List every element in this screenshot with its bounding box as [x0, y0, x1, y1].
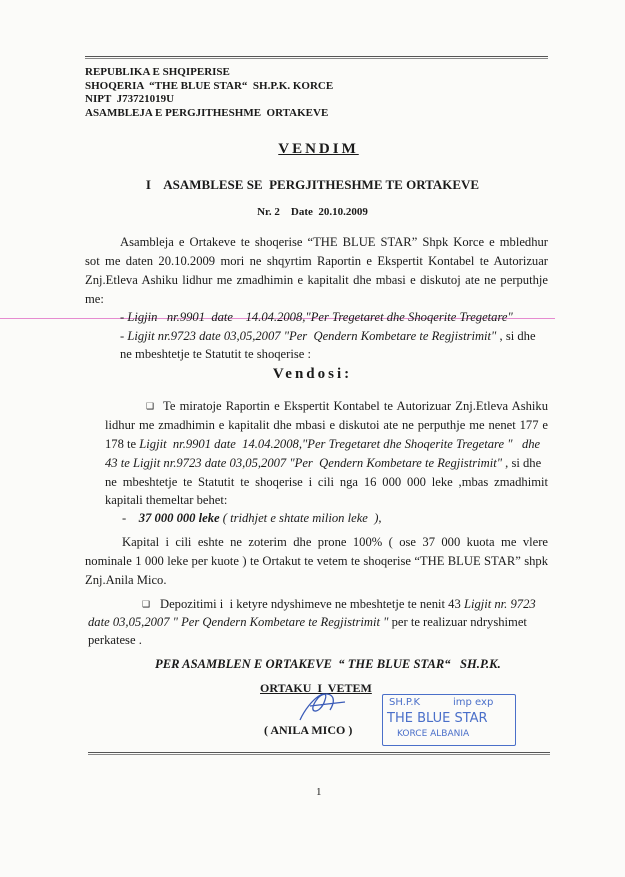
- para3-line: Kapital i cili eshte ne zoterim dhe prone 100% ( ose 37 000 kuota me vlere: [122, 535, 548, 549]
- document-subtitle: I ASAMBLESE SE PERGJITHESHME TE ORTAKEVE: [145, 177, 480, 192]
- para4-text: per te realizuar ndryshimet: [391, 615, 527, 629]
- para3-line: Znj.Anila Mico.: [85, 573, 167, 587]
- law-text: - Ligjit nr.9723 date 03,05,2007 "Per Qendern Kombetare te Regjistrimit": [120, 329, 497, 343]
- para2-law: Ligjit nr.9901 date 14.04.2008,"Per Tregetaret dhe Shoqerite Tregetare " dhe: [139, 437, 541, 451]
- para4-law: Ligjit nr. 9723: [463, 597, 536, 611]
- para4-line: perkatese .: [88, 633, 142, 647]
- header-assembly: ASAMBLEJA E PERGJITHESHME ORTAKEVE: [85, 107, 329, 119]
- para4-text: Depozitimi i i ketyre ndyshimeve ne mbeshtetje te nenit 43: [160, 597, 461, 611]
- para3-line: nominale 1 000 leke per kuote ) te Ortakut te vetem te shoqerise “THE BLUE STAR” shpk: [85, 554, 548, 568]
- para2-line: ne mbeshtetje te Statutit te shoqerise i cili nga 16 000 000 leke ,mbas zmadhimit: [105, 475, 548, 489]
- header-company: SHOQERIA “THE BLUE STAR“ SH.P.K. KORCE: [85, 80, 334, 92]
- para2-line-4: [105, 456, 541, 471]
- capital-line: [122, 511, 382, 526]
- header-nipt: NIPT J73721019U: [85, 93, 175, 105]
- capital-dash: -: [122, 511, 127, 525]
- para2-line: kapitali themeltar behet:: [105, 493, 228, 507]
- law-line: ne mbeshtetje te Statutit te shoqerise :: [120, 347, 311, 361]
- para4-line-1: [160, 597, 536, 612]
- capital-amount: 37 000 000 leke: [138, 511, 220, 525]
- signer-name: ( ANILA MICO ): [264, 723, 353, 737]
- stamp-text: THE BLUE STAR: [387, 711, 488, 726]
- para4-line-2: [88, 615, 527, 630]
- stamp-text: KORCE ALBANIA: [397, 729, 470, 739]
- signature: [290, 684, 350, 722]
- para2-line-3: [105, 437, 540, 452]
- para2-law: 43 te Ligjit nr.9723 date 03,05,2007 "Per Qendern Kombetare te Regjistrimit": [105, 456, 502, 470]
- top-double-rule: [85, 56, 548, 59]
- header-republic: REPUBLIKA E SHQIPERISE: [85, 66, 230, 78]
- law-line-2: [120, 329, 536, 344]
- para1-line: me:: [85, 292, 104, 306]
- stamp-text: imp exp: [453, 697, 494, 708]
- document-title: VENDIM: [278, 141, 359, 157]
- para2-text: , si dhe: [505, 456, 542, 470]
- stamp-text: SH.P.K: [389, 697, 421, 708]
- company-stamp: [382, 694, 516, 746]
- para1-line: sot me daten 20.10.2009 mori ne shqyrtim Raportin e Ekspertit Kontabel te Autorizuar: [85, 254, 548, 268]
- para2-line: lidhur me zmadhimin e kapitalit dhe mbasi e diskutoi ate ne perputhje me nenet 177 e: [105, 418, 548, 432]
- signoff: PER ASAMBLEN E ORTAKEVE “ THE BLUE STAR“ SH.P.K.: [155, 657, 501, 671]
- bottom-double-rule: [88, 752, 550, 755]
- para1-line: Znj.Etleva Ashiku lidhur me zmadhimin e kapitalit dhe mbasi e diskutoj ate ne perputhje: [85, 273, 548, 287]
- page-number: 1: [316, 786, 322, 798]
- law-line: - Ligjin nr.9901 date 14.04.2008,"Per Tregetaret dhe Shoqerite Tregetare": [120, 310, 513, 324]
- para2-text: 178 te: [105, 437, 137, 451]
- signer-title: ORTAKU I VETEM: [260, 681, 372, 695]
- para2-line: Te miratoje Raportin e Ekspertit Kontabel te Autorizuar Znj.Etleva Ashiku: [163, 399, 548, 413]
- law-suffix: , si dhe: [499, 329, 536, 343]
- para4-law: date 03,05,2007 " Per Qendern Kombetare te Regjistrimit ": [88, 615, 389, 629]
- bullet-icon: ❑: [146, 401, 155, 411]
- number-date: Nr. 2 Date 20.10.2009: [257, 206, 368, 218]
- capital-words: ( tridhjet e shtate milion leke ),: [222, 511, 382, 525]
- para1-line: Asambleja e Ortakeve te shoqerise “THE BLUE STAR” Shpk Korce e mbledhur: [120, 235, 548, 249]
- section-vendosi: Vendosi:: [272, 366, 353, 382]
- bullet-icon: ❑: [142, 599, 151, 609]
